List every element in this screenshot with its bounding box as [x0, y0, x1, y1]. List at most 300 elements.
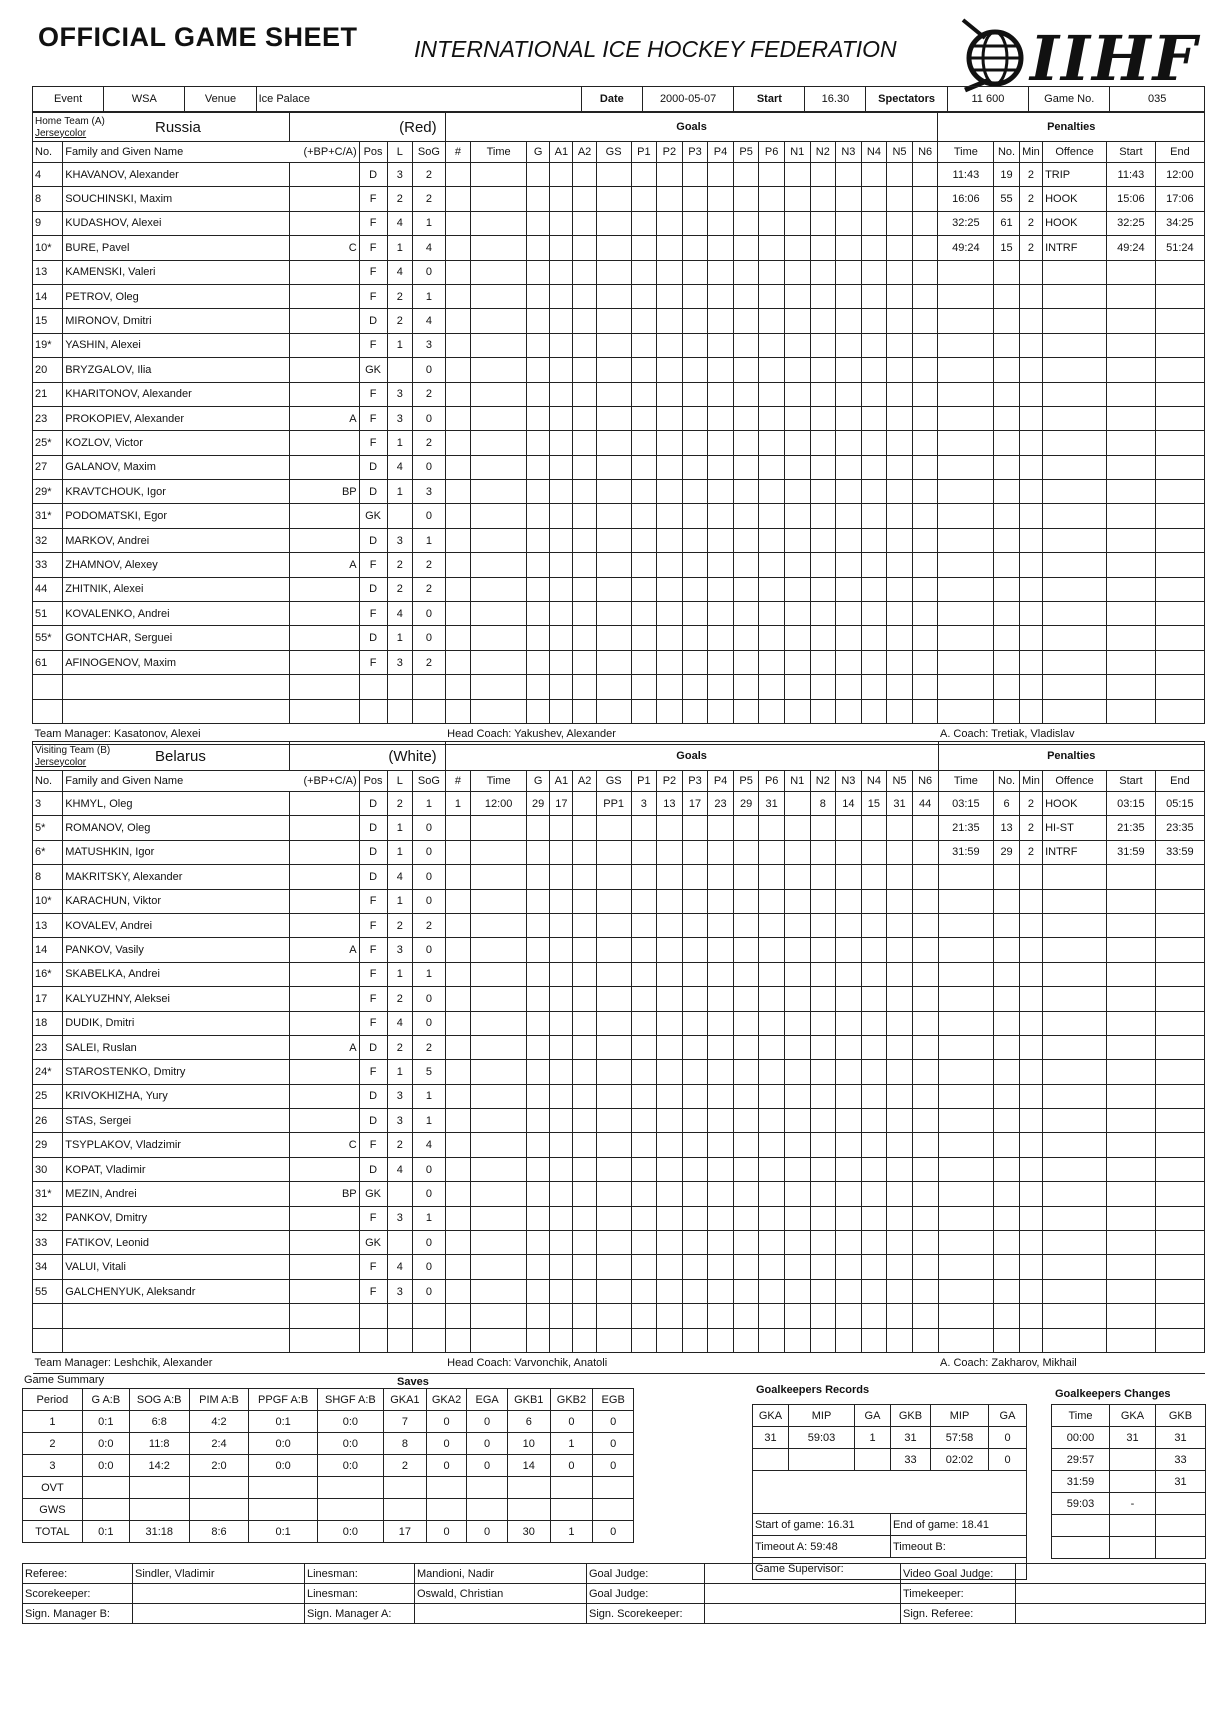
- goal-p5: 29: [733, 792, 759, 816]
- empty-cell: [1019, 865, 1042, 889]
- empty-cell: [657, 1035, 683, 1059]
- empty-cell: [1106, 480, 1155, 504]
- empty-cell: [1106, 260, 1155, 284]
- summary-row: [23, 1499, 634, 1521]
- player-no: 33: [33, 553, 63, 577]
- player-sog: 1: [413, 528, 446, 552]
- empty-cell: [708, 1231, 734, 1255]
- player-sog: 0: [413, 889, 446, 913]
- empty-cell: [733, 211, 759, 235]
- player-name: MAKRITSKY, Alexander: [63, 865, 290, 889]
- player-row: [33, 626, 1205, 650]
- empty-cell: [527, 602, 550, 626]
- player-pos: GK: [359, 358, 387, 382]
- team-name: Belarus: [155, 747, 206, 765]
- col-goal-17: N6: [912, 771, 938, 792]
- gkchg-row: [1052, 1427, 1206, 1449]
- summary-cell: [550, 1477, 593, 1499]
- empty-cell: [861, 309, 887, 333]
- empty-cell: [631, 236, 657, 260]
- empty-cell: [596, 333, 631, 357]
- empty-cell: [810, 889, 836, 913]
- empty-cell: [1106, 699, 1155, 723]
- penalty-offence: HOOK: [1043, 187, 1107, 211]
- empty-cell: [810, 602, 836, 626]
- empty-cell: [1106, 626, 1155, 650]
- penalty-offence: HOOK: [1043, 792, 1107, 816]
- empty-cell: [573, 284, 596, 308]
- empty-cell: [631, 333, 657, 357]
- empty-cell: [887, 865, 913, 889]
- player-no: 5*: [33, 816, 63, 840]
- col-goal-6: P1: [631, 142, 657, 163]
- empty-cell: [938, 987, 994, 1011]
- empty-cell: [836, 211, 862, 235]
- empty-cell: [550, 211, 573, 235]
- empty-cell: [1155, 1231, 1204, 1255]
- empty-cell: [1107, 1304, 1156, 1328]
- player-sog: 0: [413, 602, 446, 626]
- player-pos: D: [359, 1157, 387, 1181]
- empty-cell: [657, 455, 683, 479]
- col-pen-0: Time: [938, 142, 994, 163]
- player-pos: F: [359, 1060, 387, 1084]
- empty-cell: [912, 211, 938, 235]
- empty-cell: [1019, 358, 1042, 382]
- empty-cell: [631, 1011, 657, 1035]
- player-no: 6*: [33, 840, 63, 864]
- empty-cell: [550, 382, 573, 406]
- empty-cell: [527, 1011, 550, 1035]
- empty-cell: [912, 913, 938, 937]
- empty-cell: [1106, 577, 1155, 601]
- empty-cell: [1155, 260, 1204, 284]
- empty-cell: [413, 1328, 446, 1352]
- empty-cell: [471, 382, 527, 406]
- empty-cell: [1043, 431, 1107, 455]
- empty-cell: [733, 1304, 759, 1328]
- empty-cell: [1155, 938, 1204, 962]
- empty-cell: [573, 1328, 596, 1352]
- empty-cell: [471, 236, 527, 260]
- player-name: STAS, Sergei: [63, 1109, 290, 1133]
- saves-label: Saves: [397, 1376, 429, 1388]
- empty-cell: [1107, 1206, 1156, 1230]
- empty-cell: [596, 1060, 631, 1084]
- empty-cell: [861, 1255, 887, 1279]
- col-name-label: Family and Given Name: [65, 775, 184, 787]
- empty-cell: [810, 284, 836, 308]
- player-no: 14: [33, 284, 63, 308]
- player-role: [289, 913, 359, 937]
- summary-cell: [249, 1499, 317, 1521]
- empty-cell: [682, 1255, 708, 1279]
- empty-cell: [657, 987, 683, 1011]
- empty-cell: [912, 1279, 938, 1303]
- empty-cell: [550, 431, 573, 455]
- empty-cell: [753, 1471, 1027, 1514]
- empty-cell: [657, 1084, 683, 1108]
- empty-cell: [759, 1011, 785, 1035]
- empty-cell: [733, 1157, 759, 1181]
- empty-cell: [657, 406, 683, 430]
- player-sog: 0: [413, 816, 446, 840]
- empty-cell: [682, 260, 708, 284]
- empty-cell: [759, 1035, 785, 1059]
- empty-cell: [573, 962, 596, 986]
- player-name: KRIVOKHIZHA, Yury: [63, 1084, 290, 1108]
- summary-cell: 8:6: [189, 1521, 249, 1543]
- empty-cell: [810, 1133, 836, 1157]
- empty-cell: [887, 1255, 913, 1279]
- empty-cell: [912, 358, 938, 382]
- player-l: 3: [387, 1109, 413, 1133]
- empty-cell: [573, 504, 596, 528]
- empty-cell: [445, 1206, 471, 1230]
- empty-cell: [887, 699, 913, 723]
- empty-cell: [861, 938, 887, 962]
- player-role: [289, 1084, 359, 1108]
- empty-cell: [938, 1011, 994, 1035]
- player-row: [33, 406, 1205, 430]
- empty-cell: [471, 840, 527, 864]
- penalty-time: 32:25: [938, 211, 994, 235]
- player-l: 1: [387, 480, 413, 504]
- empty-cell: [861, 577, 887, 601]
- col-goal-10: P5: [733, 771, 759, 792]
- summary-cell: 3: [23, 1455, 83, 1477]
- empty-cell: [1019, 1035, 1042, 1059]
- sign-manager-a-label: Sign. Manager A:: [305, 1604, 415, 1624]
- empty-cell: [550, 938, 573, 962]
- empty-cell: [861, 1328, 887, 1352]
- empty-cell: [784, 675, 810, 699]
- empty-cell: [912, 333, 938, 357]
- empty-cell: [938, 962, 994, 986]
- empty-cell: [861, 913, 887, 937]
- summary-cell: 0:0: [317, 1433, 383, 1455]
- penalty-no: 13: [994, 816, 1020, 840]
- player-sog: 1: [413, 962, 446, 986]
- empty-cell: [445, 1035, 471, 1059]
- empty-cell: [471, 553, 527, 577]
- summary-cell: 0:1: [82, 1521, 129, 1543]
- player-name: MATUSHKIN, Igor: [63, 840, 290, 864]
- empty-cell: [445, 553, 471, 577]
- empty-cell: [912, 889, 938, 913]
- sign-referee-value: [1016, 1604, 1206, 1624]
- empty-cell: [445, 1328, 471, 1352]
- player-role: A: [289, 938, 359, 962]
- col-goal-9: P4: [708, 771, 734, 792]
- empty-cell: [471, 1304, 527, 1328]
- empty-cell: [784, 1109, 810, 1133]
- empty-cell: [445, 504, 471, 528]
- player-row: [33, 333, 1205, 357]
- empty-cell: [573, 602, 596, 626]
- empty-cell: [861, 889, 887, 913]
- empty-cell: [708, 626, 734, 650]
- empty-cell: [631, 938, 657, 962]
- empty-cell: [445, 260, 471, 284]
- summary-cell: 0:0: [82, 1455, 129, 1477]
- player-sog: 0: [413, 626, 446, 650]
- empty-cell: [1155, 626, 1204, 650]
- empty-cell: [359, 699, 387, 723]
- empty-cell: [445, 333, 471, 357]
- empty-cell: [631, 865, 657, 889]
- empty-cell: [708, 187, 734, 211]
- empty-cell: [759, 1206, 785, 1230]
- player-name: KRAVTCHOUK, Igor: [63, 480, 290, 504]
- player-l: 4: [387, 865, 413, 889]
- empty-cell: [1019, 675, 1042, 699]
- empty-cell: [861, 358, 887, 382]
- empty-cell: [784, 431, 810, 455]
- scorekeeper-value: [133, 1584, 305, 1604]
- empty-cell: [733, 1084, 759, 1108]
- empty-cell: [784, 333, 810, 357]
- empty-cell: [445, 650, 471, 674]
- empty-cell: [784, 913, 810, 937]
- empty-cell: [573, 675, 596, 699]
- empty-cell: [1019, 1011, 1042, 1035]
- empty-cell: [912, 309, 938, 333]
- empty-cell: [759, 1060, 785, 1084]
- player-sog: 0: [413, 406, 446, 430]
- col-goal-1: Time: [471, 771, 527, 792]
- empty-cell: [861, 333, 887, 357]
- empty-cell: [573, 406, 596, 430]
- empty-cell: [733, 528, 759, 552]
- empty-cell: [810, 1035, 836, 1059]
- empty-cell: [759, 650, 785, 674]
- col-pen-5: End: [1155, 771, 1204, 792]
- empty-cell: [471, 1157, 527, 1181]
- empty-cell: [550, 1060, 573, 1084]
- empty-cell: [994, 626, 1020, 650]
- empty-cell: [784, 1182, 810, 1206]
- empty-cell: [359, 675, 387, 699]
- player-no: 55: [33, 1279, 63, 1303]
- player-name: PANKOV, Dmitry: [63, 1206, 290, 1230]
- player-l: 2: [387, 792, 413, 816]
- empty-cell: [887, 284, 913, 308]
- empty-cell: [445, 1109, 471, 1133]
- empty-cell: [708, 1035, 734, 1059]
- gkrec-col-0: GKA: [753, 1405, 789, 1427]
- empty-cell: [657, 553, 683, 577]
- empty-cell: [1155, 358, 1204, 382]
- empty-cell: [938, 1304, 994, 1328]
- empty-cell: [733, 1182, 759, 1206]
- player-pos: F: [359, 938, 387, 962]
- player-sog: 4: [413, 309, 446, 333]
- empty-cell: [994, 675, 1020, 699]
- empty-cell: [861, 675, 887, 699]
- empty-cell: [861, 816, 887, 840]
- empty-cell: [810, 480, 836, 504]
- empty-cell: [810, 1304, 836, 1328]
- penalty-min: 2: [1019, 211, 1042, 235]
- empty-cell: [1155, 284, 1204, 308]
- empty-cell: [784, 938, 810, 962]
- gk-records-title: Goalkeepers Records: [756, 1384, 870, 1396]
- gkchg-cell: 00:00: [1052, 1427, 1110, 1449]
- col-pen-2: Min: [1019, 142, 1042, 163]
- empty-cell: [1106, 333, 1155, 357]
- empty-cell: [1043, 699, 1107, 723]
- empty-cell: [1043, 1084, 1107, 1108]
- empty-cell: [471, 309, 527, 333]
- empty-cell: [682, 211, 708, 235]
- player-l: 1: [387, 962, 413, 986]
- empty-cell: [596, 382, 631, 406]
- empty-cell: [596, 913, 631, 937]
- empty-cell: [784, 1255, 810, 1279]
- empty-cell: [994, 504, 1020, 528]
- empty-cell: [1155, 1304, 1204, 1328]
- empty-cell: [573, 211, 596, 235]
- empty-cell: [708, 913, 734, 937]
- empty-cell: [596, 650, 631, 674]
- empty-cell: [550, 865, 573, 889]
- empty-cell: [387, 675, 413, 699]
- gkchg-col-2: GKB: [1156, 1405, 1206, 1427]
- summary-col-7: GKA2: [426, 1389, 467, 1411]
- empty-cell: [708, 1182, 734, 1206]
- empty-cell: [527, 938, 550, 962]
- player-pos: F: [359, 650, 387, 674]
- summary-cell: TOTAL: [23, 1521, 83, 1543]
- empty-cell: [759, 211, 785, 235]
- empty-cell: [938, 699, 994, 723]
- empty-cell: [836, 382, 862, 406]
- empty-cell: [1043, 553, 1107, 577]
- empty-cell: [810, 675, 836, 699]
- empty-cell: [938, 626, 994, 650]
- empty-cell: [550, 1328, 573, 1352]
- empty-cell: [1043, 504, 1107, 528]
- visitor-team-table: [32, 741, 1205, 1374]
- player-sog: 0: [413, 1279, 446, 1303]
- empty-cell: [912, 187, 938, 211]
- empty-cell: [836, 480, 862, 504]
- empty-cell: [445, 1060, 471, 1084]
- empty-cell: [1155, 987, 1204, 1011]
- team-color: (White): [289, 742, 445, 771]
- player-no: 17: [33, 987, 63, 1011]
- empty-cell: [938, 675, 994, 699]
- penalty-min: 2: [1019, 840, 1042, 864]
- empty-cell: [1043, 1035, 1107, 1059]
- col-pos: Pos: [359, 771, 387, 792]
- empty-cell: [1043, 1109, 1107, 1133]
- empty-cell: [912, 816, 938, 840]
- empty-cell: [63, 1304, 290, 1328]
- empty-cell: [631, 675, 657, 699]
- empty-cell: [527, 236, 550, 260]
- empty-cell: [550, 650, 573, 674]
- player-sog: 0: [413, 1157, 446, 1181]
- empty-cell: [657, 1060, 683, 1084]
- empty-cell: [63, 675, 290, 699]
- sign-manager-a-value: [415, 1604, 587, 1624]
- empty-cell: [657, 382, 683, 406]
- player-role: [289, 528, 359, 552]
- empty-cell: [682, 1011, 708, 1035]
- player-row: [33, 504, 1205, 528]
- start-of-game: Start of game: 16.31: [753, 1514, 891, 1536]
- empty-cell: [861, 1035, 887, 1059]
- col-goal-16: N5: [887, 771, 913, 792]
- empty-cell: [887, 480, 913, 504]
- empty-cell: [887, 626, 913, 650]
- empty-cell: [810, 1182, 836, 1206]
- empty-cell: [759, 284, 785, 308]
- empty-cell: [445, 865, 471, 889]
- empty-cell: [527, 1035, 550, 1059]
- player-row: [33, 1109, 1205, 1133]
- penalty-no: 19: [994, 163, 1020, 187]
- player-role: C: [289, 236, 359, 260]
- empty-cell: [596, 528, 631, 552]
- empty-cell: [550, 309, 573, 333]
- empty-cell: [682, 1133, 708, 1157]
- empty-cell: [784, 1084, 810, 1108]
- empty-cell: [994, 962, 1020, 986]
- empty-cell: [1043, 938, 1107, 962]
- empty-cell: [471, 962, 527, 986]
- player-row: [33, 431, 1205, 455]
- empty-cell: [912, 1133, 938, 1157]
- empty-cell: [733, 504, 759, 528]
- player-name: STAROSTENKO, Dmitry: [63, 1060, 290, 1084]
- empty-cell: [445, 163, 471, 187]
- empty-cell: [938, 260, 994, 284]
- player-name: KHMYL, Oleg: [63, 792, 290, 816]
- empty-cell: [784, 699, 810, 723]
- empty-cell: [912, 865, 938, 889]
- empty-cell: [1043, 333, 1107, 357]
- officials-table: [22, 1563, 1206, 1624]
- goal-a1: 17: [550, 792, 573, 816]
- summary-cell: 2:4: [189, 1433, 249, 1455]
- gkchg-cell: [1156, 1493, 1206, 1515]
- empty-cell: [550, 187, 573, 211]
- empty-cell: [784, 187, 810, 211]
- empty-cell: [836, 1255, 862, 1279]
- empty-cell: [596, 358, 631, 382]
- empty-cell: [596, 675, 631, 699]
- empty-cell: [836, 431, 862, 455]
- empty-cell: [861, 260, 887, 284]
- empty-cell: [682, 358, 708, 382]
- head-coach: Head Coach: Yakushev, Alexander: [445, 723, 938, 744]
- empty-cell: [527, 913, 550, 937]
- empty-cell: [527, 699, 550, 723]
- gkchg-row: [1052, 1493, 1206, 1515]
- empty-cell: [445, 309, 471, 333]
- empty-cell: [596, 553, 631, 577]
- empty-cell: [1043, 1060, 1107, 1084]
- player-sog: 1: [413, 792, 446, 816]
- empty-cell: [912, 987, 938, 1011]
- empty-cell: [596, 504, 631, 528]
- col-goal-15: N4: [861, 771, 887, 792]
- player-role: A: [289, 1035, 359, 1059]
- empty-cell: [1155, 1060, 1204, 1084]
